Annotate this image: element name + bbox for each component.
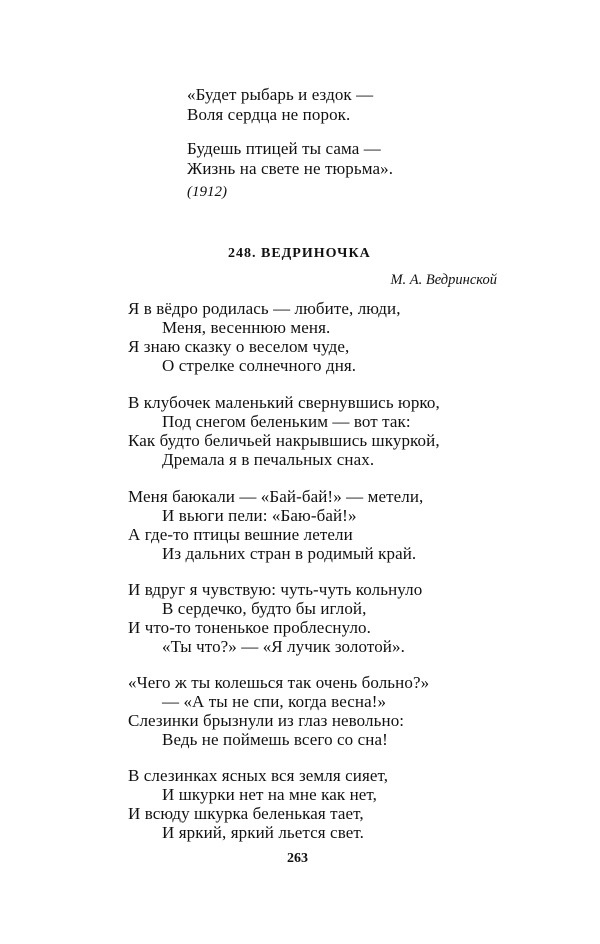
poem-line: А где-то птицы вешние летели <box>128 525 353 544</box>
poem-title: 248. ВЕДРИНОЧКА <box>228 246 371 261</box>
prev-poem-line: Будешь птицей ты сама — <box>187 139 381 158</box>
poem-line: В клубочек маленький свернувшись юрко, <box>128 393 440 412</box>
prev-poem-line: Жизнь на свете не тюрьма». <box>187 159 394 178</box>
poem-line: В слезинках ясных вся земля сияет, <box>128 766 389 785</box>
poem-line: «Ты что?» — «Я лучик золотой». <box>162 637 405 656</box>
poem-dedication: М. А. Ведринской <box>390 272 497 288</box>
poem-line: Дремала я в печальных снах. <box>162 450 375 469</box>
poem-line: И вдруг я чувствую: чуть-чуть кольнуло <box>128 580 423 599</box>
poem-line: И что-то тоненькое проблеснуло. <box>128 618 372 637</box>
poem-line: «Чего ж ты колешься так очень больно?» <box>128 673 430 692</box>
poem-line: Как будто беличьей накрывшись шкуркой, <box>128 431 440 450</box>
poem-line: О стрелке солнечного дня. <box>162 356 357 375</box>
poem-line: И вьюги пели: «Баю-бай!» <box>162 506 357 525</box>
poem-line: И яркий, яркий льется свет. <box>162 823 364 842</box>
poem-line: Слезинки брызнули из глаз невольно: <box>128 711 405 730</box>
poem-line: Я в вёдро родилась — любите, люди, <box>128 299 401 318</box>
poem-line: Меня баюкали — «Бай-бай!» — метели, <box>128 487 424 506</box>
poem-line: Под снегом беленьким — вот так: <box>162 412 411 431</box>
poem-line: И всюду шкурка беленькая тает, <box>128 804 364 823</box>
poem-line: Из дальних стран в родимый край. <box>162 544 417 563</box>
poem-line: Ведь не поймешь всего со сна! <box>162 730 388 749</box>
prev-poem-date: (1912) <box>187 184 227 200</box>
prev-poem-line: «Будет рыбарь и ездок — <box>187 85 374 104</box>
poem-line: В сердечко, будто бы иглой, <box>162 599 367 618</box>
poem-line: И шкурки нет на мне как нет, <box>162 785 378 804</box>
page-number: 263 <box>287 851 308 866</box>
poem-line: — «А ты не спи, когда весна!» <box>162 692 387 711</box>
poem-line: Меня, весеннюю меня. <box>162 318 331 337</box>
poem-line: Я знаю сказку о веселом чуде, <box>128 337 350 356</box>
prev-poem-line: Воля сердца не порок. <box>187 105 351 124</box>
